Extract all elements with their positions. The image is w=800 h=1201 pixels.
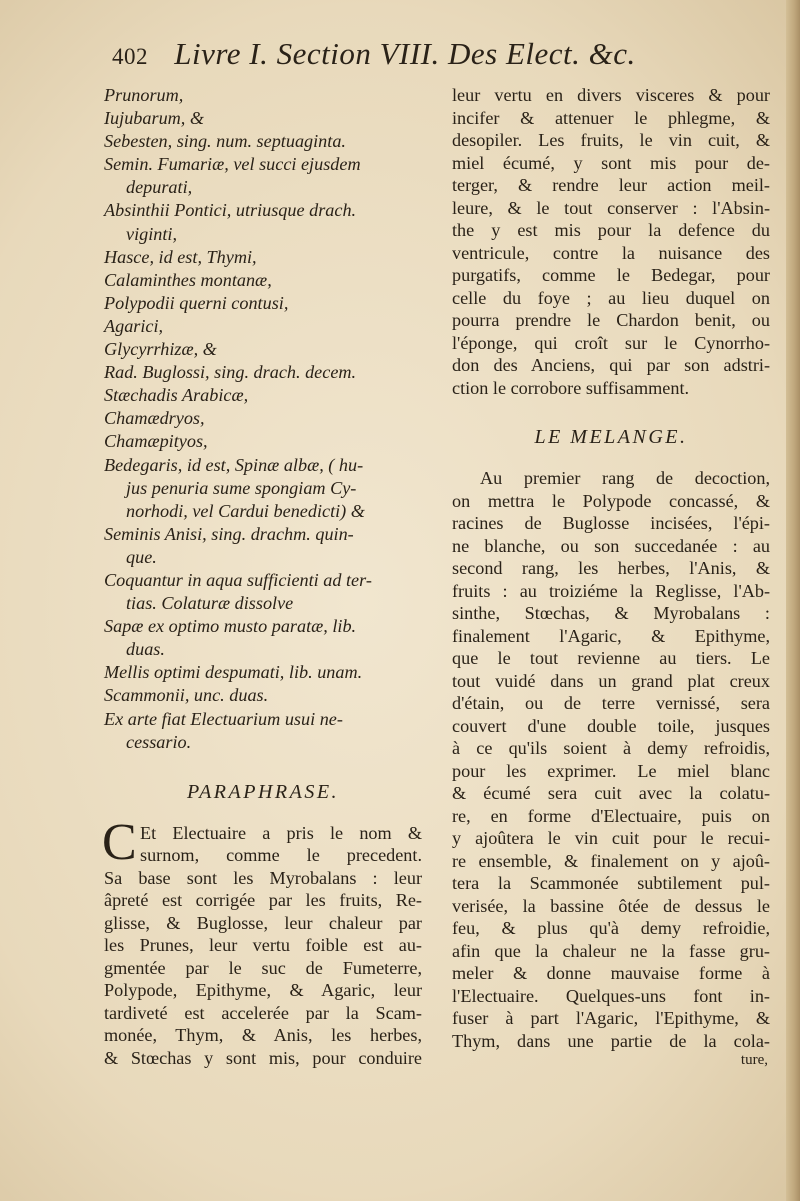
text-line: leur vertu en divers visceres & pour — [452, 85, 770, 105]
running-title: Livre I. Section VIII. Des Elect. &c. — [174, 36, 636, 71]
latin-recipe — [104, 84, 422, 754]
text-line: sinthe, Stœchas, & Myrobalans : — [452, 603, 770, 623]
text-line: Au premier rang de decoction, — [480, 468, 770, 488]
text-line: ventricule, contre la nuisance des — [452, 242, 770, 263]
recipe-line: Bedegaris, id est, Spinæ albæ, ( hu- — [104, 454, 364, 475]
text-line: les Prunes, leur vertu foible est au- — [104, 935, 422, 956]
text-line: second rang, les herbes, l'Anis, & — [452, 558, 770, 578]
recipe-line: Seminis Anisi, sing. drachm. quin- — [104, 523, 354, 544]
text-line: desopiler. Les fruits, le vin cuit, & — [452, 130, 770, 150]
recipe-line: Chamæpityos, — [104, 431, 208, 452]
catchword: ture, — [740, 1052, 768, 1068]
recipe-line: jus penuria sume spongiam Cy- — [126, 477, 357, 498]
text-line: ction le corrobore suffisamment. — [452, 377, 690, 398]
text-line: d'étain, ou de terre vernissé, sera — [452, 693, 770, 713]
text-line: purgatifs, comme le Bedegar, pour — [452, 265, 770, 285]
text-line: & écumé sera cuit avec la colatu- — [452, 783, 770, 803]
recipe-line: Calaminthes montanæ, — [104, 269, 272, 290]
melange-paragraph — [452, 467, 770, 1052]
recipe-line: Coquantur in aqua sufficienti ad ter- — [104, 569, 372, 590]
virtue-paragraph — [452, 84, 770, 399]
recipe-line: Chamædryos, — [104, 408, 205, 429]
recipe-line: Polypodii querni contusi, — [104, 292, 289, 313]
text-line: afin que la chaleur ne la fasse gru- — [452, 940, 770, 961]
right-column — [452, 84, 770, 1068]
recipe-line: Mellis optimi despumati, lib. unam. — [104, 662, 363, 683]
text-line: âpreté est corrigée par les fruits, Re- — [104, 890, 422, 911]
recipe-line: cessario. — [126, 731, 192, 752]
drop-cap: C — [102, 813, 137, 871]
recipe-line: Prunorum, — [104, 85, 184, 105]
recipe-line: duas. — [126, 639, 165, 660]
text-line: fruits : au troiziéme la Reglisse, l'Ab- — [452, 580, 770, 601]
text-line: racines de Buglosse incisées, l'épi- — [452, 513, 770, 533]
text-line: pourra prendre le Chardon benit, ou — [452, 310, 770, 330]
recipe-line: viginti, — [126, 223, 178, 244]
text-line: the y est mis pour la defence du — [452, 220, 770, 240]
page-edge — [786, 0, 800, 1201]
text-line: que le tout revienne au tiers. Le — [452, 648, 770, 668]
text-line: terger, & rendre leur action meil- — [452, 175, 770, 195]
recipe-line: depurati, — [126, 177, 193, 198]
text-line: re, en forme d'Electuaire, puis on — [452, 805, 770, 826]
paraphrase-heading: PARAPHRASE. — [186, 780, 340, 803]
text-line: Sa base sont les Myrobalans : leur — [104, 867, 422, 888]
text-line: finalement l'Agaric, & Epithyme, — [452, 625, 770, 646]
text-line: Et Electuaire a pris le nom & — [140, 822, 422, 843]
text-line: à ce qu'ils soient à demy refroidis, — [452, 738, 770, 758]
text-line: re ensemble, & finalement on y ajoû- — [452, 850, 770, 871]
recipe-line: Absinthii Pontici, utriusque drach. — [104, 200, 357, 221]
text-line: meler & donne mauvaise forme à — [452, 963, 770, 983]
text-line: monée, Thym, & Anis, les herbes, — [104, 1025, 422, 1046]
paraphrase-paragraph — [102, 813, 422, 1070]
text-line: y ajoûtera le vin cuit pour le recui- — [452, 828, 770, 848]
recipe-line: Scammonii, unc. duas. — [104, 685, 269, 706]
text-line: surnom, comme le precedent. — [140, 845, 422, 866]
text-line: Polypode, Epithyme, & Agaric, leur — [104, 980, 422, 1001]
text-line: feu, & plus qu'à demy refroidie, — [452, 918, 770, 938]
text-line: gmentée par le suc de Fumeterre, — [104, 957, 422, 978]
page-header — [112, 36, 752, 80]
recipe-line: tias. Colaturæ dissolve — [126, 593, 294, 614]
text-line: leure, & le tout conserver : l'Absin- — [452, 197, 770, 218]
text-line: l'éponge, qui croît sur le Cynorrho- — [452, 332, 770, 353]
recipe-line: que. — [126, 546, 157, 567]
text-line: fuser à part l'Agaric, l'Epithyme, & — [452, 1008, 770, 1028]
text-line: celle du foye ; au lieu duquel on — [452, 287, 770, 308]
text-line: tout vuidé dans un grand plat creux — [452, 670, 770, 691]
text-line: tera la Scammonée subtilement pul- — [452, 873, 770, 893]
recipe-line: Semin. Fumariæ, vel succi ejusdem — [104, 154, 361, 175]
recipe-line: Rad. Buglossi, sing. drach. decem. — [104, 362, 357, 383]
recipe-line: Hasce, id est, Thymi, — [104, 246, 257, 267]
recipe-line: Sebesten, sing. num. septuaginta. — [104, 131, 346, 152]
text-line: verisée, la bassine ôtée de dessus le — [452, 895, 770, 916]
text-line: pour les exprimer. Le miel blanc — [452, 760, 770, 781]
recipe-line: Agarici, — [104, 315, 164, 336]
text-line: & Stœchas y sont mis, pour conduire — [104, 1047, 422, 1068]
melange-heading: LE MELANGE. — [534, 426, 688, 448]
text-line: ne blanche, ou son succedanée : au — [452, 535, 770, 556]
recipe-line: Glycyrrhizæ, & — [104, 339, 217, 360]
text-line: on mettra le Polypode concassé, & — [452, 490, 770, 511]
text-line: miel écumé, y sont mis pour de- — [452, 152, 770, 173]
text-line: l'Electuaire. Quelques-uns font in- — [452, 985, 770, 1006]
text-line: tardiveté est accelerée par la Scam- — [104, 1002, 422, 1023]
text-line: incifer & attenuer le phlegme, & — [452, 107, 770, 128]
page-number: 402 — [112, 44, 148, 69]
recipe-line: Ex arte fiat Electuarium usui ne- — [104, 708, 343, 729]
text-line: glisse, & Buglosse, leur chaleur par — [104, 912, 422, 933]
recipe-line: Iujubarum, & — [104, 108, 205, 129]
recipe-line: norhodi, vel Cardui benedicti) & — [126, 500, 365, 521]
left-column — [104, 84, 422, 1069]
text-line: don des Anciens, qui par son adstri- — [452, 355, 770, 375]
recipe-line: Stæchadis Arabicæ, — [104, 385, 249, 406]
recipe-line: Sapæ ex optimo musto paratæ, lib. — [104, 616, 357, 637]
text-line: Thym, dans une partie de la cola- — [452, 1030, 770, 1051]
text-line: couvert d'une double toile, jusques — [452, 715, 770, 736]
